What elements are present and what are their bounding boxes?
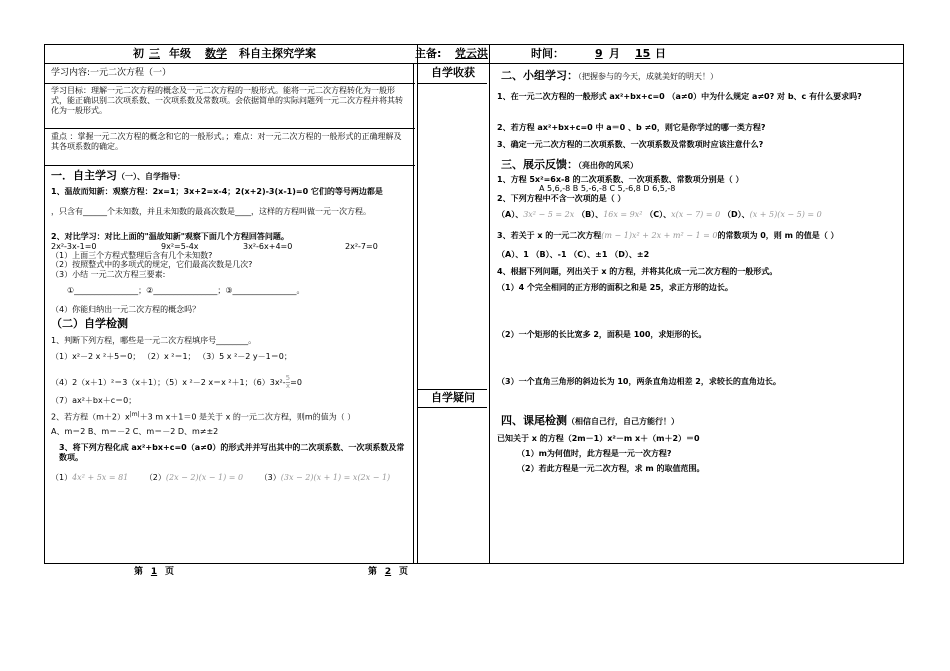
question-2-4: （4）你能归纳出一元二次方程的概念吗？ — [51, 305, 201, 314]
end-check-part-2: （2）若此方程是一元二次方程，求 m 的取值范围。 — [517, 464, 705, 473]
check-3: 3、将下列方程化成 ax²+bx+c=0（a≠0）的形式并并写出其中的二次项系数、一次项系数及常数项。 — [59, 443, 405, 462]
end-check-problem: 已知关于 x 的方程（2m－1）x²－m x＋（m＋2）＝0 — [497, 434, 700, 443]
left-row-line-3 — [45, 165, 415, 166]
question-2-3: （3）小结 一元二次方程三要素: — [51, 270, 166, 279]
check-3-items: （1）4x² + 5x = 81 （2）(2x − 2)(x − 1) = 0 （3）(3x − 2)(x + 1) = x(2x − 1) — [51, 473, 391, 482]
equation-d: 2x²-7=0 — [345, 242, 378, 251]
subject: 数学 — [205, 47, 227, 60]
feedback-3-options: （A）、1 （B）、-1 （C）、±1 （D）、±2 — [497, 250, 650, 259]
day-label: 日 — [655, 47, 666, 60]
check-2-options: A、m＝2 B、m＝－2 C、m＝－2 D、m≠±2 — [51, 427, 219, 436]
feedback-3: 3、若关于 x 的一元二次方程(m − 1)x² + 2x + m² − 1 = 0的常数项为 0，则 m 的值是（ ） — [497, 231, 839, 240]
header-divider — [45, 63, 903, 64]
content-label: 学习内容:一元二次方程（一） — [51, 68, 172, 78]
group-question-1: 1、在一元二次方程的一般形式 ax²+bx+c=0 （a≠0）中为什么规定 a≠0? 对 b、c 有什么要求吗? — [497, 92, 862, 101]
day: 15 — [635, 47, 651, 60]
self-check-title: （二）自学检测 — [51, 317, 128, 330]
end-check-part-1: （1）m为何值时，此方程是一元一次方程? — [517, 449, 672, 458]
key-points: 重点 ：掌握一元二次方程的概念和它的一般形式。；难点：对一元二次方程的一般形式的正确理解及其各项系数的确定。 — [51, 132, 402, 151]
equation-b: 9x²=5-4x — [161, 242, 199, 251]
mid-row-line-1 — [417, 83, 487, 84]
mid-row-line-2 — [417, 389, 487, 390]
feedback-4-3: （3）一个直角三角形的斜边长为 10，两条直角边相差 2，求较长的直角边长。 — [497, 377, 781, 386]
title-pre: 初 — [133, 47, 144, 60]
host-label: 主备: — [415, 47, 442, 60]
feedback-2-options: （A）、3x² − 5 = 2x （B）、16x = 9x² （C）、x(x − 7) = 0 （D）、(x + 5)(x − 5) = 0 — [497, 210, 822, 219]
question-2: 2、对比学习：对比上面的"温故知新"观察下面几个方程回答问题。 — [51, 232, 289, 241]
left-row-line-1 — [45, 83, 415, 84]
worksheet-frame — [44, 44, 904, 564]
feedback-2: 2、下列方程中不含一次项的是（ ） — [497, 194, 626, 203]
end-check-title: 四、课尾检测（相信自己行，自己方能行！） — [501, 414, 679, 427]
group-question-2: 2、若方程 ax²+bx+c=0 中 a＝0 、b ≠0，则它是你学过的哪一类方程? — [497, 123, 766, 132]
month: 9 — [595, 47, 603, 60]
feedback-4: 4、根据下列问题，列出关于 x 的方程，并将其化成一元二次方程的一般形式。 — [497, 267, 778, 276]
left-row-line-2 — [45, 128, 415, 129]
check-2: 2、若方程$(m+2)x^{|m|}+3$ m x＋1＝0 是关于 x 的一元二次方程，则m的值为（ ） — [51, 411, 356, 422]
column-divider-1 — [417, 45, 418, 563]
question-2-1: （1）上面三个方程式整理后含有几个未知数? — [51, 251, 213, 260]
question-1-cont: ，只含有______个未知数，并且未知数的最高次数是____，这样的方程叫做一元一次方程。 — [51, 207, 371, 216]
page-number-1: 第 1 页 — [134, 567, 175, 577]
question-2-2: （2）按照整式中的多项式的规定，它们最高次数是几次? — [51, 260, 253, 269]
question-1: 1、温故而知新：观察方程：2x=1；3x+2=x-4；2(x+2)-3(x-1)=0 它们的等号两边都是 — [51, 187, 383, 196]
column-divider-2 — [489, 45, 490, 563]
check-1-row-c: （7）ax²＋bx＋c＝0； — [51, 396, 137, 405]
feedback-title: 三、展示反馈：（亮出你的风采） — [501, 158, 638, 171]
grade: 三 — [149, 47, 160, 60]
check-1-row-a: （1）x²－2 x ²＋5＝0； （2）x ²＝1； （3）5 x ²－2 y－1＝0； — [51, 352, 292, 361]
fraction-numerator: 5 — [285, 374, 291, 382]
fraction-denominator: x — [285, 382, 290, 390]
learning-goal: 学习目标：理解一元二次方程的概念及一元二次方程的一般形式。能将一元二次方程转化为一般形式，能正确识别二次项系数、一次项系数及常数项。会依据简单的实际问题列一元二次方程并将其转化为一般形式。 — [51, 86, 403, 115]
equation-c: 3x²-6x+4=0 — [243, 242, 293, 251]
check-1-row-b: （4）2（x＋1）²＝3（x＋1）；（5）x ²－2 x＝x ²＋1；（6）3x²- $\frac{5}{x}$ =0 — [51, 374, 302, 390]
worksheet-header — [45, 45, 903, 63]
feedback-1: 1、方程 5x²=6x-8 的二次项系数、一次项系数、常数项分别是（ ） — [497, 175, 744, 184]
host-name: 党云洪 — [455, 47, 488, 60]
feedback-4-2: （2）一个矩形的长比宽多 2，面积是 100，求矩形的长。 — [497, 330, 707, 339]
month-label: 月 — [609, 47, 620, 60]
feedback-4-1: （1）4 个完全相同的正方形的面积之和是 25，求正方形的边长。 — [497, 283, 733, 292]
group-study-title: 二、小组学习：（把握参与的今天，成就美好的明天！） — [501, 69, 718, 82]
group-question-3: 3、确定一元二次方程的二次项系数、一次项系数及常数项时应该注意什么? — [497, 140, 764, 149]
equation-a: 2x²-3x-1=0 — [51, 242, 97, 251]
time-label: 时间： — [531, 47, 564, 60]
three-elements-blanks: ①________________；②________________；③________________。 — [67, 286, 305, 295]
column-divider-1b — [413, 63, 414, 563]
check-1: 1、判断下列方程，哪些是一元二次方程填序号________。 — [51, 336, 257, 345]
title-mid: 年级 — [169, 47, 191, 60]
title-post: 科自主探究学案 — [239, 47, 316, 60]
section-self-study-title: 一．自主学习（一）、自学指导： — [51, 169, 185, 182]
mid-row-line-3 — [417, 407, 487, 408]
harvest-heading: 自学收获 — [431, 66, 475, 79]
feedback-1-options: A 5,6,-8 B 5,-6,-8 C 5,-6,8 D 6,5,-8 — [539, 184, 676, 193]
page-number-2: 第 2 页 — [368, 567, 409, 577]
doubt-heading: 自学疑问 — [431, 391, 475, 404]
